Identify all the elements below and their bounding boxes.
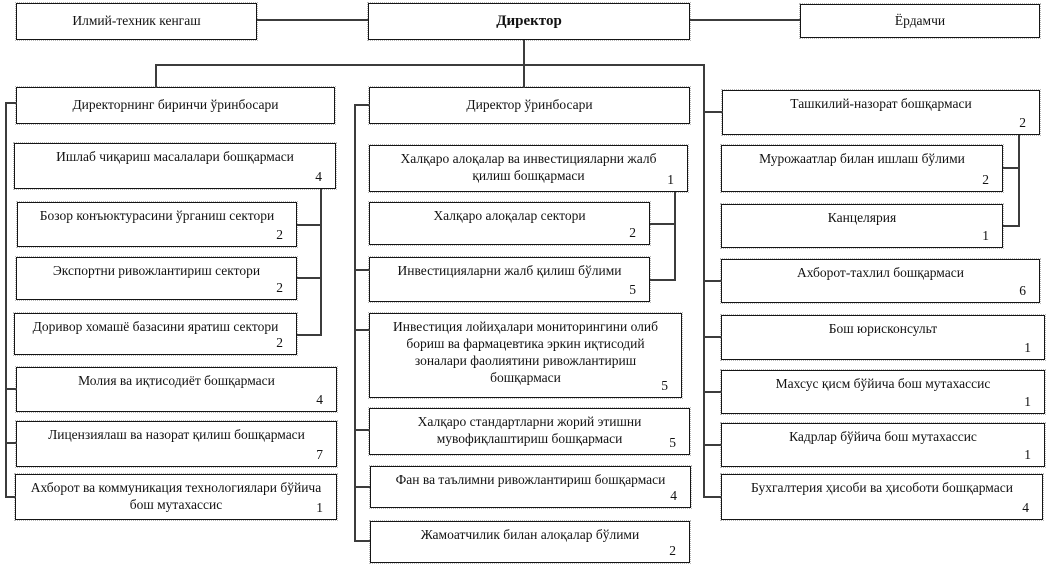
box-label: Жамоатчилик билан алоқалар бўлими	[420, 527, 640, 542]
staff-count: 1	[982, 228, 989, 244]
connector-line	[703, 391, 722, 393]
connector-line	[354, 104, 356, 542]
org-box-left-4	[14, 313, 297, 355]
org-box-right-3	[721, 204, 1003, 248]
connector-line	[703, 336, 722, 338]
connector-line	[297, 334, 321, 336]
staff-count: 5	[669, 435, 676, 451]
connector-line	[297, 224, 321, 226]
box-label: Инвестицияларни жалб қилиш бўлими	[397, 263, 622, 278]
box-label: Ишлаб чиқариш масалалари бошқармаси	[56, 149, 294, 164]
connector-line	[354, 486, 370, 488]
connector-line	[257, 19, 368, 21]
box-label: Ташкилий-назорат бошқармаси	[790, 96, 972, 111]
connector-line	[703, 444, 722, 446]
staff-count: 2	[276, 335, 283, 351]
box-label: Халқаро алоқалар ва инвестицияларни жалб қилиш бошқармаси	[400, 151, 657, 183]
connector-line	[5, 102, 7, 498]
connector-line	[703, 496, 722, 498]
org-box-right-2	[721, 145, 1003, 192]
staff-count: 2	[276, 280, 283, 296]
org-box-left-3	[16, 257, 297, 300]
connector-line	[355, 104, 370, 106]
connector-line	[155, 64, 705, 66]
staff-count: 4	[316, 392, 323, 408]
connector-line	[5, 496, 16, 498]
box-label: Бош юрисконсульт	[828, 321, 938, 336]
connector-line	[1018, 135, 1020, 227]
box-label: Ёрдамчи	[894, 12, 946, 28]
staff-count: 2	[276, 227, 283, 243]
staff-count: 2	[629, 225, 636, 241]
org-box-middle-6	[370, 466, 691, 508]
connector-line	[650, 223, 675, 225]
box-label: Ахборот ва коммуникация технологиялари бўйича бош мутахассис	[30, 480, 322, 512]
box-label: Мурожаатлар билан ишлаш бўлими	[759, 151, 965, 166]
box-label: Канцелярия	[827, 210, 897, 225]
staff-count: 1	[316, 500, 323, 516]
box-label: Директор ўринбосари	[466, 97, 593, 113]
box-director	[368, 3, 690, 40]
staff-count: 1	[1024, 340, 1031, 356]
box-label: Лицензиялаш ва назорат қилиш бошқармаси	[48, 427, 305, 442]
org-box-right-6	[721, 370, 1045, 414]
box-scientific-council	[16, 3, 257, 40]
connector-line	[1003, 225, 1019, 227]
staff-count: 2	[669, 543, 676, 559]
org-box-middle-7	[370, 521, 690, 563]
connector-line	[674, 192, 676, 281]
org-box-left-6	[16, 421, 337, 467]
box-label: Махсус қисм бўйича бош мутахассис	[775, 376, 991, 391]
org-box-middle-2	[369, 202, 650, 245]
org-box-middle-1	[369, 145, 688, 192]
connector-line	[703, 111, 723, 113]
box-label: Экспортни ривожлантириш сектори	[52, 263, 261, 278]
box-label: Инвестиция лойиҳалари мониторингини олиб бориш ва фармацевтика эркин иқтисодий зоналари фаолиятини ривожлантириш бошқармаси	[392, 319, 659, 385]
box-label: Директор	[496, 13, 562, 30]
org-box-left-1	[14, 143, 336, 189]
box-first-deputy-director	[16, 87, 335, 124]
org-box-middle-3	[369, 257, 650, 302]
staff-count: 1	[667, 172, 674, 188]
staff-count: 4	[1022, 500, 1029, 516]
connector-line	[155, 64, 157, 88]
org-box-right-4	[721, 259, 1040, 303]
box-label: Бухгалтерия ҳисоби ва ҳисоботи бошқармаси	[751, 480, 1013, 495]
box-label: Ахборот-тахлил бошқармаси	[797, 265, 964, 280]
box-label: Бозор конъюктурасини ўрганиш сектори	[39, 208, 275, 223]
staff-count: 1	[1024, 394, 1031, 410]
connector-line	[5, 442, 17, 444]
box-label: Директорнинг биринчи ўринбосари	[72, 97, 279, 113]
org-box-right-7	[721, 423, 1045, 467]
staff-count: 7	[316, 447, 323, 463]
connector-line	[6, 102, 17, 104]
org-box-left-2	[17, 202, 297, 247]
connector-line	[354, 540, 370, 542]
staff-count: 2	[1019, 115, 1026, 131]
connector-line	[297, 277, 321, 279]
connector-line	[354, 269, 370, 271]
staff-count: 2	[982, 172, 989, 188]
connector-line	[650, 279, 675, 281]
box-label: Халқаро стандартларни жорий этишни мувофиқлаштириш бошқармаси	[417, 414, 642, 446]
box-label: Халқаро алоқалар сектори	[433, 208, 586, 223]
box-label: Молия ва иқтисодиёт бошқармаси	[78, 373, 275, 388]
org-box-left-5	[16, 367, 337, 412]
connector-line	[690, 19, 800, 21]
org-box-right-8	[721, 474, 1043, 520]
connector-line	[703, 280, 722, 282]
org-box-right-5	[721, 315, 1045, 360]
org-box-middle-5	[369, 408, 690, 455]
staff-count: 4	[315, 169, 322, 185]
staff-count: 4	[670, 488, 677, 504]
connector-line	[5, 388, 17, 390]
connector-line	[1003, 167, 1019, 169]
org-box-middle-4	[369, 313, 682, 398]
box-label: Илмий-техник кенгаш	[72, 13, 201, 29]
box-assistant	[800, 4, 1040, 38]
box-label: Фан ва таълимни ривожлантириш бошқармаси	[395, 472, 666, 487]
org-box-left-7	[15, 474, 337, 520]
box-deputy-director	[369, 87, 690, 124]
connector-line	[320, 189, 322, 336]
staff-count: 6	[1019, 283, 1026, 299]
staff-count: 5	[629, 282, 636, 298]
staff-count: 1	[1024, 447, 1031, 463]
box-label: Доривор хомашё базасини яратиш сектори	[32, 319, 279, 334]
staff-count: 5	[661, 378, 668, 394]
connector-line	[354, 429, 370, 431]
box-label: Кадрлар бўйича бош мутахассис	[789, 429, 977, 444]
org-box-right-1	[722, 90, 1040, 135]
connector-line	[354, 329, 370, 331]
